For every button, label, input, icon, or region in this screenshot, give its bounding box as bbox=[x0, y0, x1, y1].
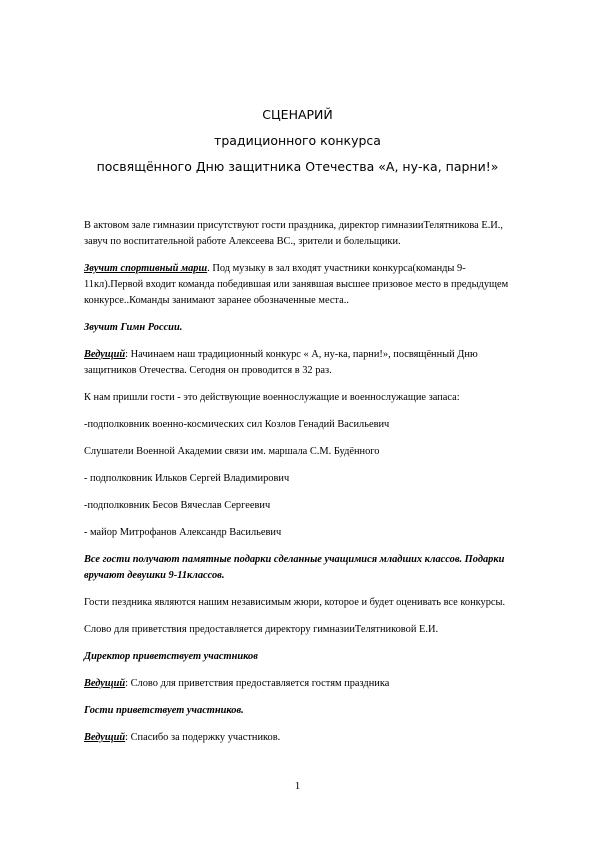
title-line-2: традиционного конкурса bbox=[214, 133, 381, 148]
host-label: Ведущий bbox=[84, 678, 126, 689]
paragraph-host-thanks bbox=[84, 730, 524, 746]
paragraph-intro: В актовом зале гимназии присутствуют гости праздника, директор гимназииТелятникова Е.И., завуч по воспитательной работе Алексеева ВС., зрители и болельщики. bbox=[84, 220, 504, 247]
paragraph-march bbox=[84, 261, 524, 309]
paragraph-host-guests bbox=[84, 676, 524, 692]
guest-list-item: - подполковник Ильков Сергей Владимирович bbox=[84, 473, 290, 484]
title-line-1: СЦЕНАРИЙ bbox=[262, 107, 333, 122]
document-title bbox=[0, 102, 595, 180]
host-label: Ведущий bbox=[84, 732, 126, 743]
stage-direction-march: Звучит спортивный марш bbox=[84, 263, 208, 274]
paragraph-academy: Слушатели Военной Академии связи им. маршала С.М. Будённого bbox=[84, 446, 380, 457]
paragraph-host-opening bbox=[84, 347, 524, 379]
stage-direction-gifts: Все гости получают памятные подарки сделанные учащимися младших классов. Подарки вручают девушки 9-11классов. bbox=[84, 554, 505, 581]
paragraph-director-word: Слово для приветствия предоставляется директору гимназииТелятниковой Е.И. bbox=[84, 624, 439, 635]
host-label: Ведущий bbox=[84, 349, 126, 360]
guest-list-item: -подполковник Бесов Вячеслав Сергеевич bbox=[84, 500, 271, 511]
host-opening-text: : Начинаем наш традиционный конкурс « А, ну-ка, парни!», посвящённый Дню защитников Отечества. Сегодня он проводится в 32 раз. bbox=[84, 349, 478, 376]
paragraph-march-text: . Под музыку в зал входят участники конкурса(команды 9-11кл).Первой входит команда победившая или занявшая высшее призовое место в предыдущем конкурсе..Команды занимают заранее обозначенные места.. bbox=[84, 263, 509, 306]
host-thanks-text: : Спасибо за подержку участников. bbox=[125, 732, 281, 743]
title-line-3: посвящённого Дню защитника Отечества «А, ну-ка, парни!» bbox=[96, 159, 499, 174]
host-guests-text: : Слово для приветствия предоставляется гостям праздника bbox=[125, 678, 390, 689]
guest-list-item: - майор Митрофанов Александр Васильевич bbox=[84, 527, 282, 538]
paragraph-jury: Гости пездника являются нашим независимым жюри, которое и будет оценивать все конкурсы. bbox=[84, 597, 506, 608]
guest-list-item: -подполковник военно-космических сил Козлов Генадий Васильевич bbox=[84, 419, 390, 430]
stage-direction-director: Директор приветствует участников bbox=[84, 651, 258, 662]
stage-direction-guests: Гости приветствует участников. bbox=[84, 705, 244, 716]
page-number: 1 bbox=[294, 780, 301, 792]
document-body bbox=[84, 218, 524, 757]
stage-direction-anthem: Звучит Гимн России. bbox=[84, 322, 183, 333]
paragraph-guests: К нам пришли гости - это действующие военнослужащие и военнослужащие запаса: bbox=[84, 392, 460, 403]
